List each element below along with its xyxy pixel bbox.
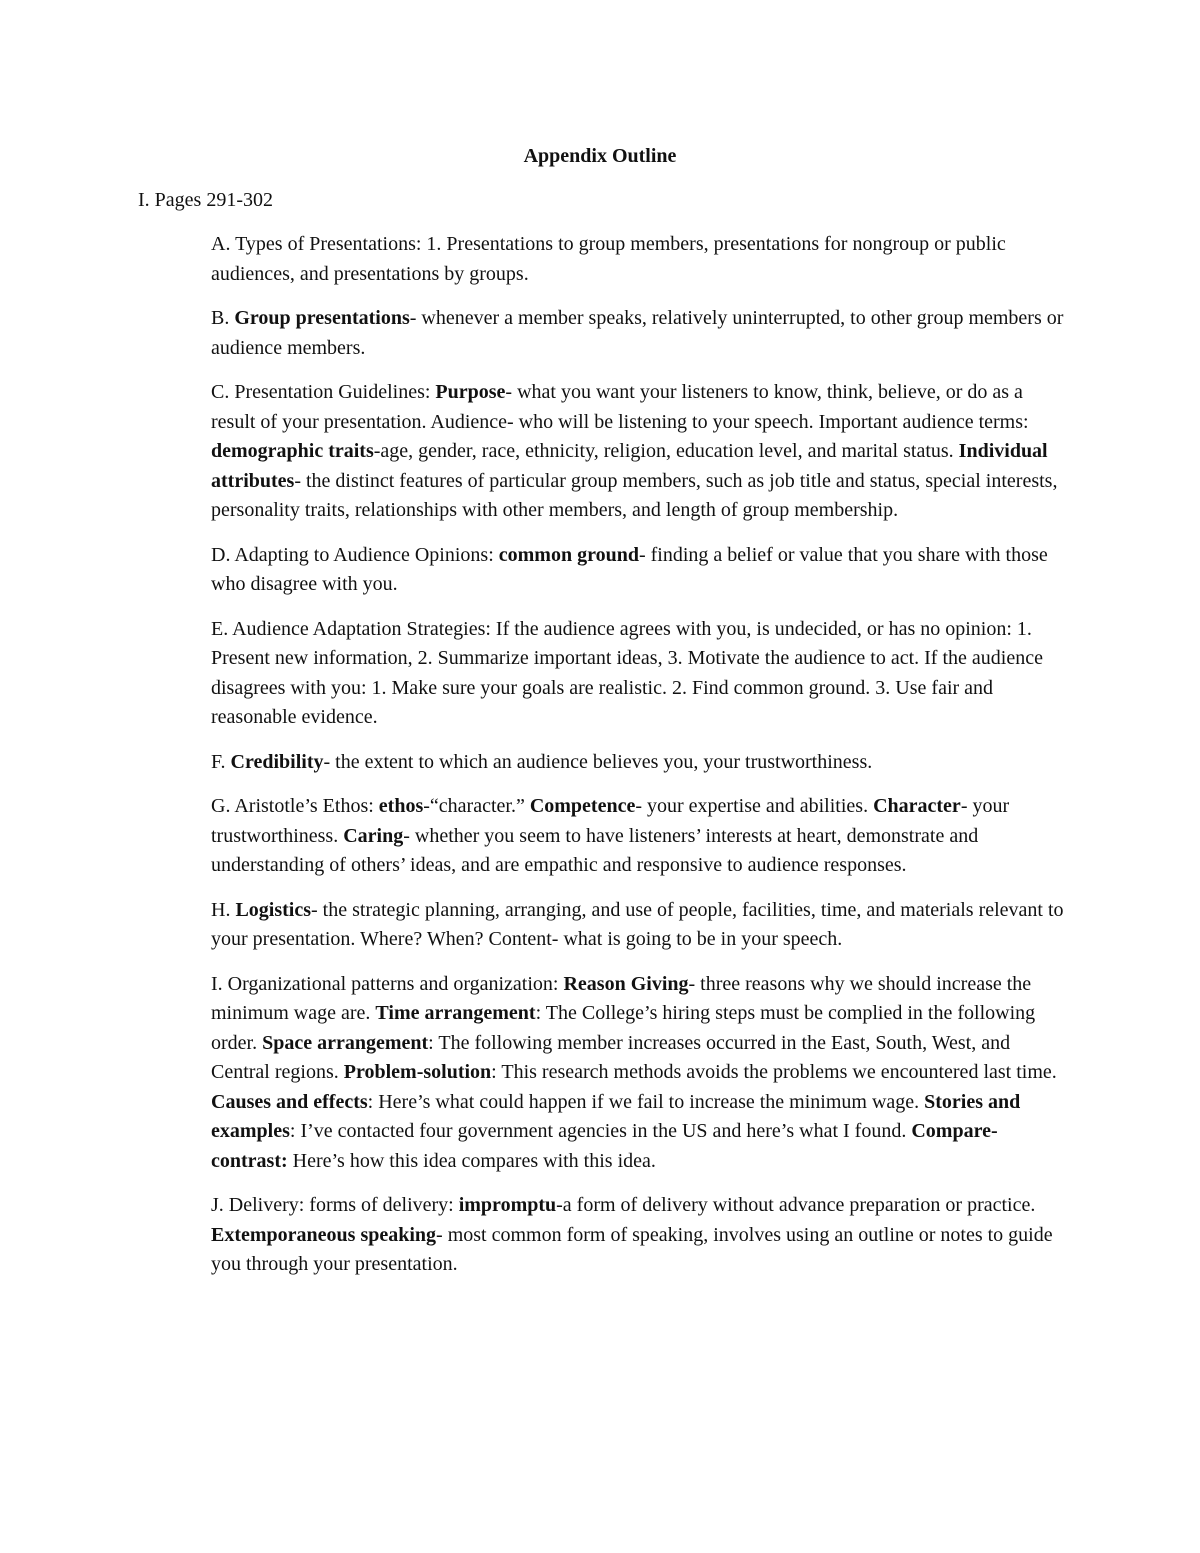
outline-item (211, 896, 1066, 955)
outline-term: Time arrangement (375, 1002, 536, 1024)
outline-text: - whenever a member speaks, relatively uninterrupted, to other group members or audience members. (211, 307, 1064, 359)
outline-item (211, 792, 1066, 881)
outline-item (211, 748, 1066, 778)
outline-text: C. Presentation Guidelines: (211, 381, 436, 403)
outline-term: Space arrangement (262, 1031, 429, 1054)
outline-item (211, 230, 1066, 289)
outline-text: - your expertise and abilities. (635, 795, 874, 817)
outline-text: H. (211, 898, 236, 921)
outline-term: Stories and examples (211, 1090, 1021, 1142)
outline-text: F. (211, 750, 231, 773)
outline-term: impromptu (458, 1194, 557, 1216)
outline-text: : Here’s what could happen if we fail to increase the minimum wage. (367, 1090, 925, 1113)
outline-text: B. (211, 307, 235, 329)
outline-text: I. Organizational patterns and organization: (211, 972, 564, 995)
outline-term: Caring (343, 824, 404, 847)
outline-term: ethos (378, 795, 424, 817)
outline-term: Character (873, 795, 961, 817)
outline-text: - what you want your listeners to know, think, believe, or do as a result of your presentation. Audience- who will be listening to your speech. Important audience terms: (211, 381, 1029, 433)
outline-text: - the distinct features of particular group members, such as job title and status, special interests, personality traits, relationships with other members, and length of group membership. (211, 469, 1058, 521)
outline-item (211, 970, 1066, 1177)
outline-text: - three reasons why we should increase the minimum wage are. (211, 972, 1032, 1024)
outline-text: Here’s how this idea compares with this idea. (287, 1149, 656, 1172)
outline-term: Purpose (435, 381, 506, 403)
outline-text: : The College’s hiring steps must be complied in the following order. (211, 1002, 1036, 1054)
outline-text: - the strategic planning, arranging, and use of people, facilities, time, and materials relevant to your presentation. Where? When? Content- what is going to be in your speech. (211, 898, 1064, 950)
outline-term: Individual attributes (211, 440, 1048, 492)
outline-term: Causes and effects (211, 1090, 368, 1113)
outline-text: -age, gender, race, ethnicity, religion, education level, and marital status. (373, 440, 959, 462)
outline-text: - most common form of speaking, involves using an outline or notes to guide you through your presentation. (211, 1223, 1053, 1275)
outline-text: : This research methods avoids the problems we encountered last time. (491, 1061, 1057, 1083)
outline-text: : I’ve contacted four government agencies in the US and here’s what I found. (289, 1120, 912, 1142)
outline-text: : The following member increases occurred in the East, South, West, and Central regions. (211, 1031, 1011, 1083)
outline-term: Competence (529, 795, 636, 817)
outline-text: - whether you seem to have listeners’ interests at heart, demonstrate and understanding of others’ ideas, and are empathic and responsive to audience responses. (211, 824, 979, 876)
outline-term: Reason Giving (563, 972, 689, 995)
section-heading: I. Pages 291-302 (138, 189, 273, 211)
outline-term: Logistics (235, 898, 312, 921)
outline-text: D. Adapting to Audience Opinions: (211, 543, 499, 566)
outline-term: common ground (498, 543, 639, 566)
outline-text: G. Aristotle’s Ethos: (211, 795, 379, 817)
outline-term: Extemporaneous speaking (211, 1223, 437, 1246)
outline-term: Problem-solution (343, 1061, 492, 1083)
outline-item (211, 378, 1066, 526)
outline-text: -“character.” (423, 795, 530, 817)
outline-list (211, 230, 1066, 1295)
outline-term: Credibility (230, 750, 324, 773)
outline-text: - your trustworthiness. (211, 795, 1010, 847)
document-title: Appendix Outline (523, 145, 677, 167)
outline-text: - finding a belief or value that you share with those who disagree with you. (211, 543, 1048, 595)
outline-text: A. Types of Presentations: 1. Presentations to group members, presentations for nongroup or public audiences, and presentations by groups. (211, 233, 1006, 285)
outline-text: - the extent to which an audience believes you, your trustworthiness. (323, 750, 873, 773)
outline-item (211, 615, 1066, 733)
outline-item (211, 304, 1066, 363)
outline-term: demographic traits (211, 440, 374, 462)
outline-text: -a form of delivery without advance preparation or practice. (556, 1194, 1036, 1216)
outline-text: J. Delivery: forms of delivery: (211, 1194, 459, 1216)
outline-term: Group presentations (234, 307, 410, 329)
outline-text: E. Audience Adaptation Strategies: If the audience agrees with you, is undecided, or has no opinion: 1. Present new information, 2. Summarize important ideas, 3. Motivate the audience to act. If the audience disagrees with you: 1. Make sure your goals are realistic. 2. Find common ground. 3. Use fair and reasonable evidence. (211, 617, 1043, 728)
outline-item (211, 541, 1066, 600)
outline-item (211, 1191, 1066, 1280)
outline-term: Compare-contrast: (211, 1120, 998, 1172)
